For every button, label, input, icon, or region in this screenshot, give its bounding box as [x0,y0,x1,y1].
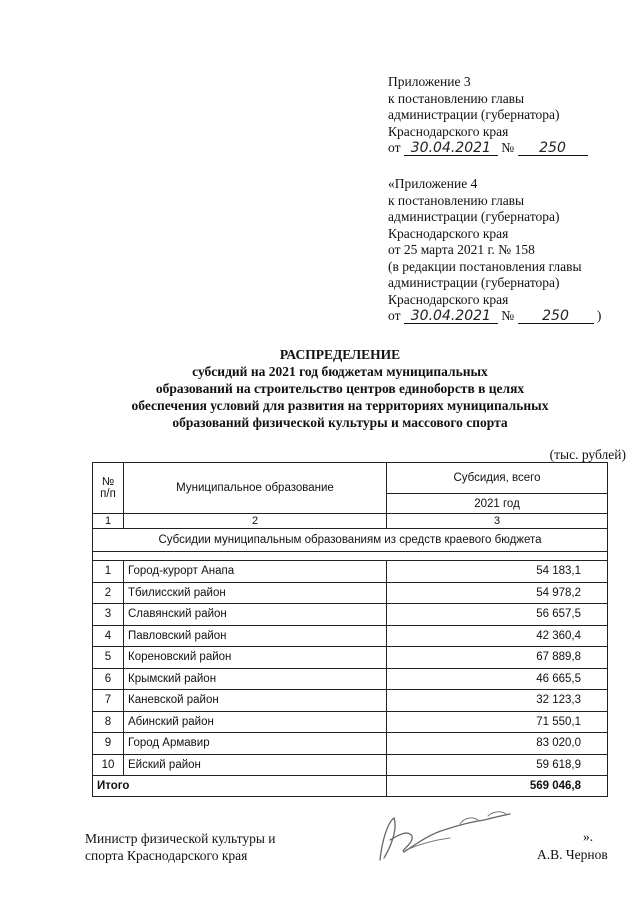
row-number: 8 [93,711,124,733]
row-municipality: Кореновский район [124,647,387,669]
table-row [93,625,608,647]
title-line: обеспечения условий для развития на территориях муниципальных [131,398,549,413]
position-line: Министр физической культуры и [85,831,276,846]
annex-4-line: от 25 марта 2021 г. № 158 [388,242,535,257]
annex-4-line: (в редакции постановления главы [388,258,582,274]
row-municipality: Город Армавир [124,733,387,755]
title-line: образований на строительство центров единоборств в целях [155,381,525,396]
table-row [93,733,608,755]
total-row [93,776,608,797]
title-line: образований физической культуры и массового спорта [172,415,508,430]
handwritten-date: 30.04.2021 [404,142,498,156]
row-number: 9 [93,733,124,755]
row-number: 6 [93,668,124,690]
handwritten-signature [360,800,530,870]
row-number: 7 [93,690,124,712]
row-municipality: Тбилисский район [124,582,387,604]
row-municipality: Ейский район [124,754,387,776]
column-header-subsidy: Субсидия, всего [387,463,608,494]
date-prefix: от [388,140,401,155]
row-value: 83 020,0 [387,733,608,755]
row-value: 54 183,1 [387,561,608,583]
closing-quote: ». [583,829,594,844]
table-row [93,647,608,669]
table-row [93,668,608,690]
table-row [93,582,608,604]
annex-4-line: Краснодарского края [388,225,509,241]
handwritten-number: 250 [518,142,588,156]
row-value: 56 657,5 [387,604,608,626]
column-index: 3 [387,514,608,529]
row-value: 46 665,5 [387,668,608,690]
column-index: 2 [124,514,387,529]
table-row [93,754,608,776]
annex-4-line: к постановлению главы [388,192,525,208]
column-header-number: № п/п [93,463,124,514]
row-value: 71 550,1 [387,711,608,733]
subsidy-table [92,462,608,797]
document-title [60,346,620,431]
spacer-cell [93,552,608,561]
annex-4-line: администрации (губернатора) [388,209,560,224]
annex-4-line: администрации (губернатора) [388,275,560,290]
row-number: 5 [93,647,124,669]
table-body [93,561,608,776]
annex-3-line: Краснодарского края [388,123,509,139]
row-value: 32 123,3 [387,690,608,712]
section-row [93,529,608,552]
spacer-row [93,552,608,561]
annex-3-line: к постановлению главы [388,90,525,106]
table-row [93,711,608,733]
date-prefix: от [388,308,401,323]
signatory-position [85,830,276,864]
closing-paren: ) [596,308,602,323]
annex-3-date-line [388,140,588,157]
row-number: 10 [93,754,124,776]
number-sign: № [501,308,515,323]
annex-4-title: «Приложение 4 [388,176,478,191]
column-header-year: 2021 год [387,494,608,514]
annex-3-title: Приложение 3 [388,74,471,89]
table-row [93,690,608,712]
row-value: 67 889,8 [387,647,608,669]
annex-4-date-line [388,308,601,325]
row-municipality: Город-курорт Анапа [124,561,387,583]
total-value: 569 046,8 [387,776,608,797]
annex-3-header [388,74,588,157]
column-index: 1 [93,514,124,529]
row-municipality: Каневской район [124,690,387,712]
unit-note: (тыс. рублей) [549,447,626,462]
row-number: 2 [93,582,124,604]
table-row [93,604,608,626]
title-line: субсидий на 2021 год бюджетам муниципальных [192,364,488,379]
total-label: Итого [93,776,387,797]
title-heading: РАСПРЕДЕЛЕНИЕ [279,347,401,362]
row-municipality: Павловский район [124,625,387,647]
column-index-row [93,514,608,529]
position-line: спорта Краснодарского края [85,848,248,863]
row-value: 59 618,9 [387,754,608,776]
annex-3-line: администрации (губернатора) [388,107,560,122]
row-number: 3 [93,604,124,626]
annex-4-header [388,176,601,325]
handwritten-number: 250 [518,310,594,324]
annex-4-line: Краснодарского края [388,291,509,307]
signatory-name: А.В. Чернов [537,847,608,862]
table-row [93,561,608,583]
number-sign: № [501,140,515,155]
row-value: 42 360,4 [387,625,608,647]
column-header-municipality: Муниципальное образование [124,463,387,514]
row-number: 1 [93,561,124,583]
row-municipality: Крымский район [124,668,387,690]
handwritten-date: 30.04.2021 [404,310,498,324]
row-value: 54 978,2 [387,582,608,604]
table-header-row [93,463,608,494]
row-municipality: Абинский район [124,711,387,733]
section-title: Субсидии муниципальным образованиям из средств краевого бюджета [93,529,608,552]
row-number: 4 [93,625,124,647]
row-municipality: Славянский район [124,604,387,626]
